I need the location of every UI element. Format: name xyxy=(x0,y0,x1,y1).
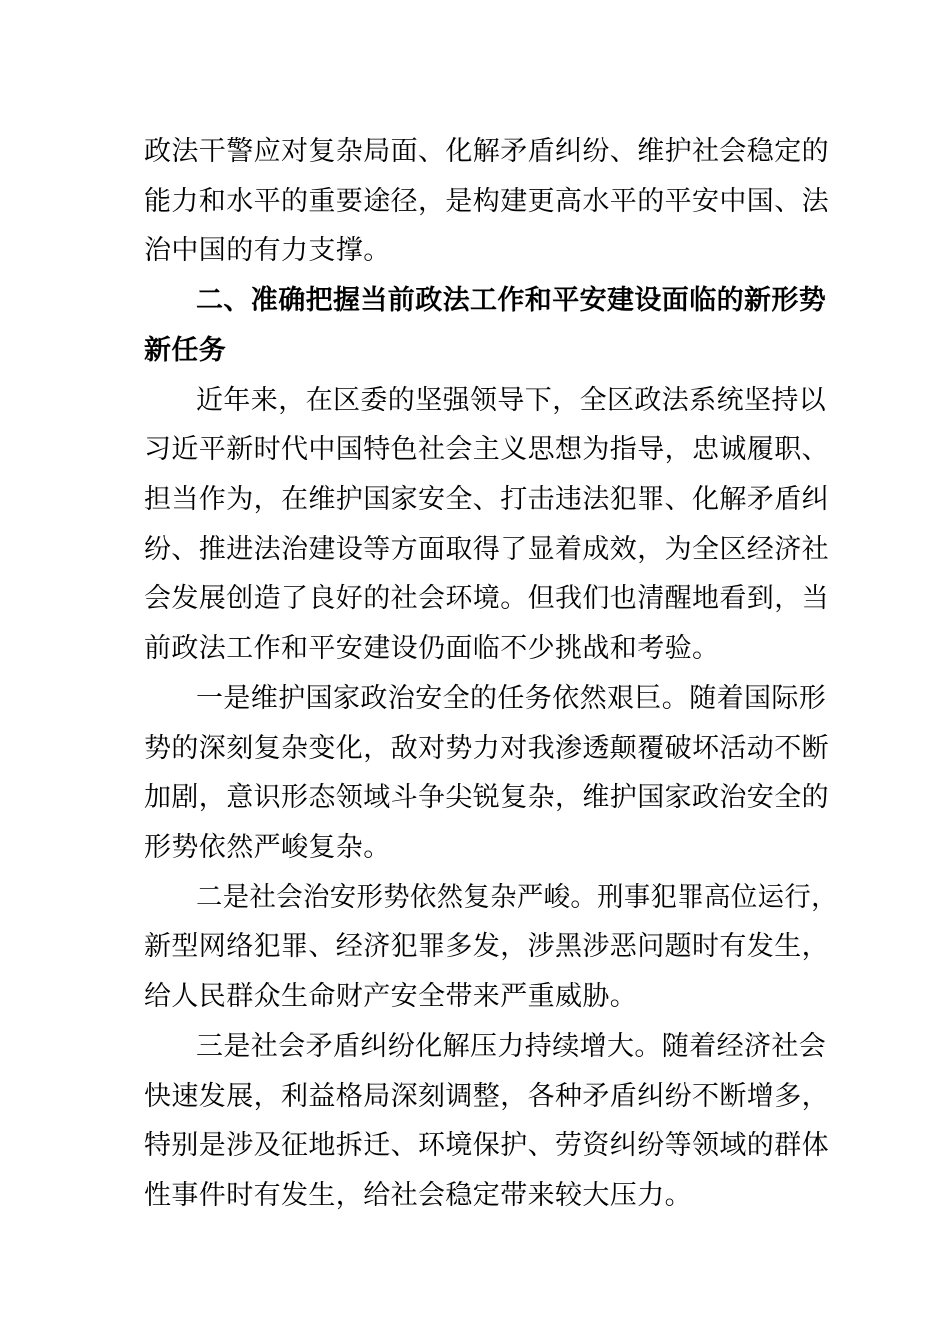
paragraph-line: 二是社会治安形势依然复杂严峻。刑事犯罪高位运行， xyxy=(196,882,838,913)
paragraph-line: 三是社会矛盾纠纷化解压力持续增大。随着经济社会 xyxy=(196,1031,827,1062)
paragraph-line: 治中国的有力支撑。 xyxy=(144,235,391,266)
paragraph-line: 形势依然严峻复杂。 xyxy=(144,832,391,863)
paragraph-line: 近年来，在区委的坚强领导下，全区政法系统坚持以 xyxy=(196,385,827,416)
paragraph-line: 新型网络犯罪、经济犯罪多发，涉黑涉恶问题时有发生， xyxy=(144,931,829,962)
paragraph-line: 加剧，意识形态领域斗争尖锐复杂，维护国家政治安全的 xyxy=(144,782,829,813)
paragraph-line: 习近平新时代中国特色社会主义思想为指导，忠诚履职、 xyxy=(144,434,829,465)
paragraph-line: 势的深刻复杂变化，敌对势力对我渗透颠覆破坏活动不断 xyxy=(144,733,829,764)
paragraph-line: 能力和水平的重要途径，是构建更高水平的平安中国、法 xyxy=(144,186,829,217)
paragraph-line: 会发展创造了良好的社会环境。但我们也清醒地看到，当 xyxy=(144,583,829,614)
section-heading: 新任务 xyxy=(144,335,227,366)
paragraph-line: 性事件时有发生，给社会稳定带来较大压力。 xyxy=(144,1180,692,1211)
section-heading: 二、准确把握当前政法工作和平安建设面临的新形势 xyxy=(196,285,827,316)
paragraph-line: 担当作为，在维护国家安全、打击违法犯罪、化解矛盾纠 xyxy=(144,484,829,515)
paragraph-line: 前政法工作和平安建设仍面临不少挑战和考验。 xyxy=(144,633,720,664)
paragraph-line: 政法干警应对复杂局面、化解矛盾纠纷、维护社会稳定的 xyxy=(144,136,829,167)
paragraph-line: 特别是涉及征地拆迁、环境保护、劳资纠纷等领域的群体 xyxy=(144,1130,829,1161)
paragraph-line: 给人民群众生命财产安全带来严重威胁。 xyxy=(144,981,638,1012)
paragraph-line: 一是维护国家政治安全的任务依然艰巨。随着国际形 xyxy=(196,683,827,714)
paragraph-line: 快速发展，利益格局深刻调整，各种矛盾纠纷不断增多， xyxy=(144,1081,829,1112)
paragraph-line: 纷、推进法治建设等方面取得了显着成效，为全区经济社 xyxy=(144,534,829,565)
